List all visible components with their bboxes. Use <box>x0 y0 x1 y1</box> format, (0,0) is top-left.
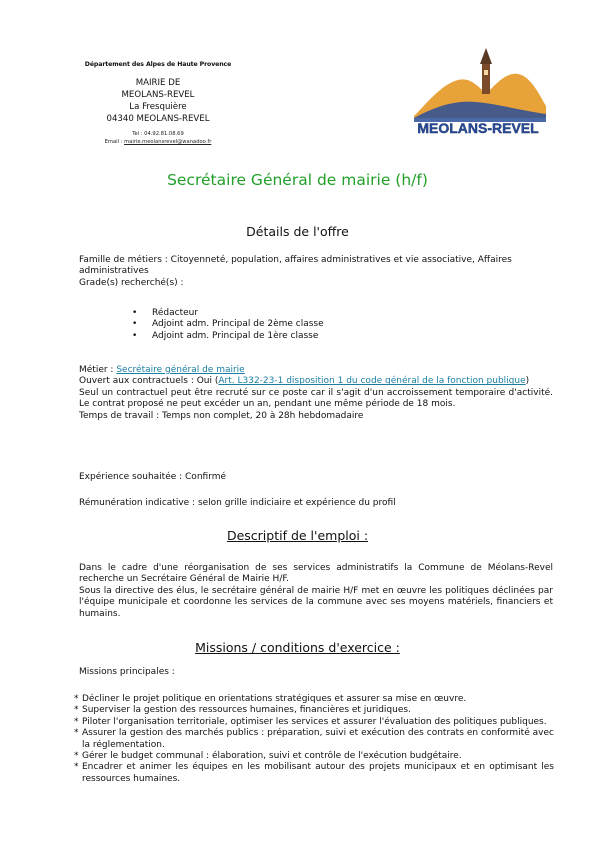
experience-text: Expérience souhaitée : Confirmé <box>79 472 227 482</box>
mission-text: Gérer le budget communal : élaboration, suivi et contrôle de l'exécution budgétaire. <box>82 751 462 762</box>
contract-section <box>79 365 553 422</box>
contract-label: Ouvert aux contractuels : Oui ( <box>79 376 219 387</box>
grade-item: • Adjoint adm. Principal de 1ère classe <box>132 331 532 342</box>
bullet-star: * <box>74 751 79 762</box>
mission-item <box>74 728 554 751</box>
grades-list <box>132 308 532 342</box>
grade-item: • Rédacteur <box>132 308 532 319</box>
bullet-star: * <box>74 705 79 716</box>
bullet-star: * <box>74 716 79 727</box>
department-label: Département des Alpes de Haute Provence <box>84 61 232 68</box>
missions-intro: Missions principales : <box>79 667 175 677</box>
descriptif-para1: Dans le cadre d'une réorganisation de ses services administratifs la Commune de Méolans-Revel recherche un Secrétaire Général de Mairie H/F. <box>79 563 553 585</box>
missions-list <box>74 694 554 785</box>
details-section <box>79 255 553 289</box>
logo-graphic <box>406 44 550 136</box>
details-heading: Détails de l'offre <box>246 224 349 239</box>
bullet-star: * <box>74 694 79 704</box>
grades-label: Grade(s) recherché(s) : <box>79 277 184 288</box>
descriptif-para2: Sous la directive des élus, le secrétaire général de mairie H/F met en œuvre les politiques déclinées par l'équipe municipale et coordonne les services de la commune avec ses moyens matériels, financiers et humains. <box>79 585 553 619</box>
email-label: Email : <box>104 139 125 145</box>
contract-detail: Seul un contractuel peut être recruté sur ce poste car il s'agit d'un accroissement temporaire d'activité. Le contrat proposé ne peut excéder un an, pendant une même période de 18 mois. <box>79 387 553 410</box>
descriptif-heading: Descriptif de l'emploi : <box>226 528 369 543</box>
contract-close: ) <box>525 376 530 387</box>
mairie-address-block <box>78 77 238 125</box>
mission-text: Piloter l'organisation territoriale, optimiser les services et assurer l'évaluation des politiques publiques. <box>82 716 547 727</box>
mission-item <box>74 751 554 762</box>
metier-line <box>79 365 553 376</box>
bullet-star: * <box>74 762 79 773</box>
email-link[interactable]: mairie.meolansrevel@wanadoo.fr <box>124 139 212 145</box>
job-title: Secrétaire Général de mairie (h/f) <box>167 171 428 189</box>
logo-text: MEOLANS-REVEL <box>417 120 539 136</box>
address-line2: 04340 MEOLANS-REVEL <box>106 114 210 124</box>
descriptif-body <box>79 563 553 620</box>
mission-item <box>74 694 554 705</box>
bullet-star: * <box>74 728 79 739</box>
mission-text: Décliner le projet politique en orientations stratégiques et assurer sa mise en œuvre. <box>82 694 467 704</box>
missions-heading: Missions / conditions d'exercice : <box>195 640 400 655</box>
contact-block <box>78 130 238 146</box>
meolans-revel-logo <box>406 44 550 136</box>
grade-item: • Adjoint adm. Principal de 2ème classe <box>132 319 532 330</box>
remuneration-text: Rémunération indicative : selon grille indiciaire et expérience du profil <box>79 498 396 508</box>
mairie-line2: MEOLANS-REVEL <box>121 90 195 100</box>
tel-line: Tel : 04.92.81.08.69 <box>132 131 184 137</box>
mission-item <box>74 717 554 728</box>
mairie-line1: MAIRIE DE <box>135 78 181 88</box>
mission-text: Assurer la gestion des marchés publics : préparation, suivi et exécution des contrats en conformité avec la réglementation. <box>82 728 554 750</box>
mission-item <box>74 705 554 716</box>
metier-link[interactable]: Secrétaire général de mairie <box>116 365 245 375</box>
mission-text: Encadrer et animer les équipes en les mobilisant autour des projets municipaux et en optimisant les ressources humaines. <box>82 762 554 784</box>
temps-travail: Temps de travail : Temps non complet, 20 à 28h hebdomadaire <box>79 410 364 421</box>
metier-label: Métier : <box>79 365 117 375</box>
contract-line <box>79 376 553 387</box>
email-line <box>78 138 238 146</box>
address-line1: La Fresquière <box>129 102 187 112</box>
mission-text: Superviser la gestion des ressources humaines, financières et juridiques. <box>82 705 411 716</box>
mission-item <box>74 762 554 785</box>
famille-text: Famille de métiers : Citoyenneté, population, affaires administratives et vie associative, Affaires administratives <box>79 255 512 277</box>
contract-link[interactable]: Art. L332-23-1 disposition 1 du code général de la fonction publique <box>218 376 526 387</box>
